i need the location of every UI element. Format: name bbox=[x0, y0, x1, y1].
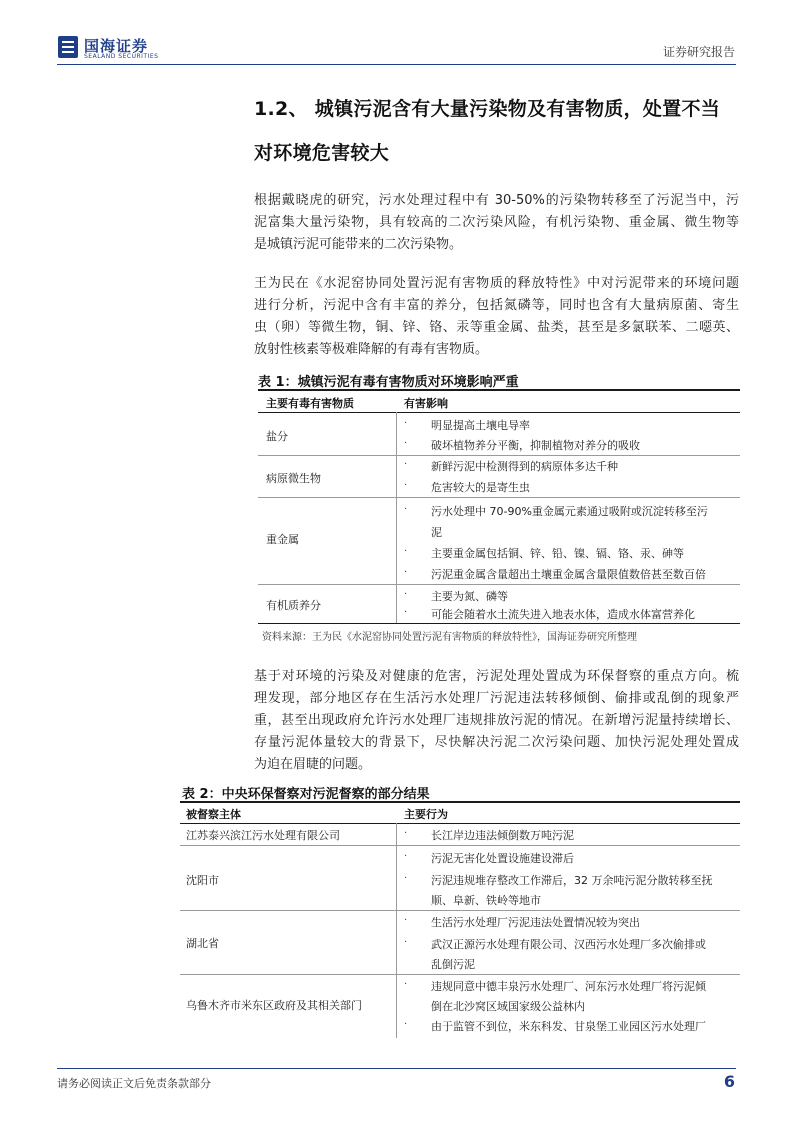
bullet: · bbox=[404, 873, 408, 884]
paragraph-line: 理发现，部分地区存在生活污水处理厂污泥违法转移倾倒、偷排或乱倒的现象严 bbox=[254, 691, 739, 706]
paragraph-line: 虫（卵）等微生物，铜、锌、铬、汞等重金属、盐类，甚至是多氯联苯、二噁英、 bbox=[254, 320, 739, 335]
table1-effect: 危害较大的是寄生虫 bbox=[431, 481, 530, 494]
table2-row-name: 乌鲁木齐市米东区政府及其相关部门 bbox=[186, 999, 362, 1012]
bullet: · bbox=[404, 828, 408, 839]
table1-effect: 污泥重金属含量超出土壤重金属含量限值数倍甚至数百倍 bbox=[431, 568, 706, 581]
table-rule bbox=[258, 497, 740, 498]
table1-effect: 可能会随着水土流失进入地表水体，造成水体富营养化 bbox=[431, 608, 695, 621]
table2-effect-continued: 顺、阜新、铁岭等地市 bbox=[431, 894, 541, 907]
bullet: · bbox=[404, 504, 408, 515]
table-rule bbox=[258, 584, 740, 585]
bullet: · bbox=[404, 567, 408, 578]
bullet: · bbox=[404, 1019, 408, 1030]
table2-effect: 污泥无害化处置设施建设滞后 bbox=[431, 852, 574, 865]
brand-name: 国海证券 bbox=[84, 37, 149, 55]
table-rule bbox=[180, 974, 740, 975]
bullet: · bbox=[404, 480, 408, 491]
paragraph-2 bbox=[254, 273, 739, 361]
table2-effect: 长江岸边违法倾倒数万吨污泥 bbox=[431, 829, 574, 842]
table2-row-name: 江苏泰兴滨江污水处理有限公司 bbox=[186, 829, 340, 842]
paragraph-line: 存量污泥体量较大的背景下，尽快解决污泥二次污染问题、加快污泥处理处置成 bbox=[254, 735, 739, 750]
section-title-line-2: 对环境危害较大 bbox=[254, 142, 390, 164]
table2-row-name: 湖北省 bbox=[186, 937, 219, 950]
table1-title: 表 1：城镇污泥有毒有害物质对环境影响严重 bbox=[258, 375, 519, 390]
table2-effect: 由于监管不到位，米东科发、甘泉堡工业园区污水处理厂 bbox=[431, 1020, 706, 1033]
table1-source: 资料来源：王为民《水泥窑协同处置污泥有害物质的释放特性》，国海证券研究所整理 bbox=[262, 632, 637, 643]
bullet: · bbox=[404, 979, 408, 990]
table1-row-name: 盐分 bbox=[266, 430, 288, 443]
table2-effect-continued: 乱倒污泥 bbox=[431, 958, 475, 971]
table2-effect-continued: 倒在北沙窝区域国家级公益林内 bbox=[431, 1000, 585, 1013]
paragraph-line: 为迫在眉睫的问题。 bbox=[254, 757, 372, 772]
table1-effect: 新鲜污泥中检测得到的病原体多达千种 bbox=[431, 460, 618, 473]
footer-divider bbox=[57, 1068, 736, 1069]
table-rule bbox=[258, 389, 740, 391]
disclaimer-notice: 请务必阅读正文后免责条款部分 bbox=[57, 1077, 211, 1090]
table2-effect: 武汉正源污水处理有限公司、汉西污水处理厂多次偷排或 bbox=[431, 938, 706, 951]
paragraph-line: 重，甚至出现政府允许污水处理厂违规排放污泥的情况。在新增污泥量持续增长、 bbox=[254, 713, 739, 728]
bullet: · bbox=[404, 546, 408, 557]
section-title-line-1: 1.2、 城镇污泥含有大量污染物及有害物质，处置不当 bbox=[254, 98, 721, 120]
paragraph-line: 基于对环境的污染及对健康的危害，污泥处理处置成为环保督察的重点方向。梳 bbox=[254, 669, 739, 684]
bullet: · bbox=[404, 459, 408, 470]
table-column-divider bbox=[396, 823, 397, 1038]
paragraph-line: 进行分析，污泥中含有丰富的养分，包括氮磷等，同时也含有大量病原菌、寄生 bbox=[254, 298, 739, 313]
table1-effect: 明显提高土壤电导率 bbox=[431, 419, 530, 432]
table1-row-name: 病原微生物 bbox=[266, 472, 321, 485]
paragraph-line: 放射性核素等极难降解的有毒有害物质。 bbox=[254, 342, 489, 357]
sealand-logo-icon bbox=[58, 36, 78, 58]
bullet: · bbox=[404, 937, 408, 948]
paragraph-line: 泥富集大量污染物，具有较高的二次污染风险，有机污染物、重金属、微生物等 bbox=[254, 215, 739, 230]
paragraph-1 bbox=[254, 190, 739, 256]
page-number: 6 bbox=[723, 1072, 735, 1091]
table-rule bbox=[258, 623, 740, 624]
table2-effect: 违规同意中德丰泉污水处理厂、河东污水处理厂将污泥倾 bbox=[431, 980, 706, 993]
table-rule bbox=[258, 412, 740, 413]
table2-title: 表 2：中央环保督察对污泥督察的部分结果 bbox=[182, 787, 430, 802]
table2-header-subject: 被督察主体 bbox=[186, 808, 241, 821]
paragraph-line: 是城镇污泥可能带来的二次污染物。 bbox=[254, 237, 463, 252]
table-rule bbox=[180, 823, 740, 824]
table2-effect: 生活污水处理厂污泥违法处置情况较为突出 bbox=[431, 916, 640, 929]
table-rule bbox=[258, 455, 740, 456]
table1-effect: 主要为氮、磷等 bbox=[431, 590, 508, 603]
header-divider bbox=[57, 64, 736, 65]
bullet: · bbox=[404, 915, 408, 926]
paragraph-3 bbox=[254, 666, 739, 776]
table1-effect: 破坏植物养分平衡，抑制植物对养分的吸收 bbox=[431, 439, 640, 452]
table-rule bbox=[180, 845, 740, 846]
table2-row-name: 沈阳市 bbox=[186, 874, 219, 887]
bullet: · bbox=[404, 589, 408, 600]
table1-row-name: 重金属 bbox=[266, 533, 299, 546]
table1-header-effect: 有害影响 bbox=[404, 397, 448, 410]
table2-header-behavior: 主要行为 bbox=[404, 808, 448, 821]
table1-row-name: 有机质养分 bbox=[266, 599, 321, 612]
paragraph-line: 王为民在《水泥窑协同处置污泥有害物质的释放特性》中对污泥带来的环境问题 bbox=[254, 276, 739, 291]
table-rule bbox=[180, 801, 740, 803]
table-rule bbox=[180, 910, 740, 911]
table2-effect: 污泥违规堆存整改工作滞后，32 万余吨污泥分散转移至抚 bbox=[431, 874, 713, 887]
table1-effect: 污水处理中 70-90%重金属元素通过吸附或沉淀转移至污 bbox=[431, 505, 708, 518]
paragraph-line: 根据戴晓虎的研究，污水处理过程中有 30-50%的污染物转移至了污泥当中，污 bbox=[254, 193, 739, 208]
table1-header-substance: 主要有毒有害物质 bbox=[266, 397, 354, 410]
bullet: · bbox=[404, 607, 408, 618]
table1-effect-continued: 泥 bbox=[431, 526, 442, 539]
table1-effect: 主要重金属包括铜、锌、铅、镍、镉、铬、汞、砷等 bbox=[431, 547, 684, 560]
brand-name-en: SEALAND SECURITIES bbox=[84, 53, 159, 60]
bullet: · bbox=[404, 418, 408, 429]
bullet: · bbox=[404, 851, 408, 862]
table-column-divider bbox=[396, 412, 397, 623]
report-type: 证券研究报告 bbox=[662, 45, 735, 59]
bullet: · bbox=[404, 438, 408, 449]
